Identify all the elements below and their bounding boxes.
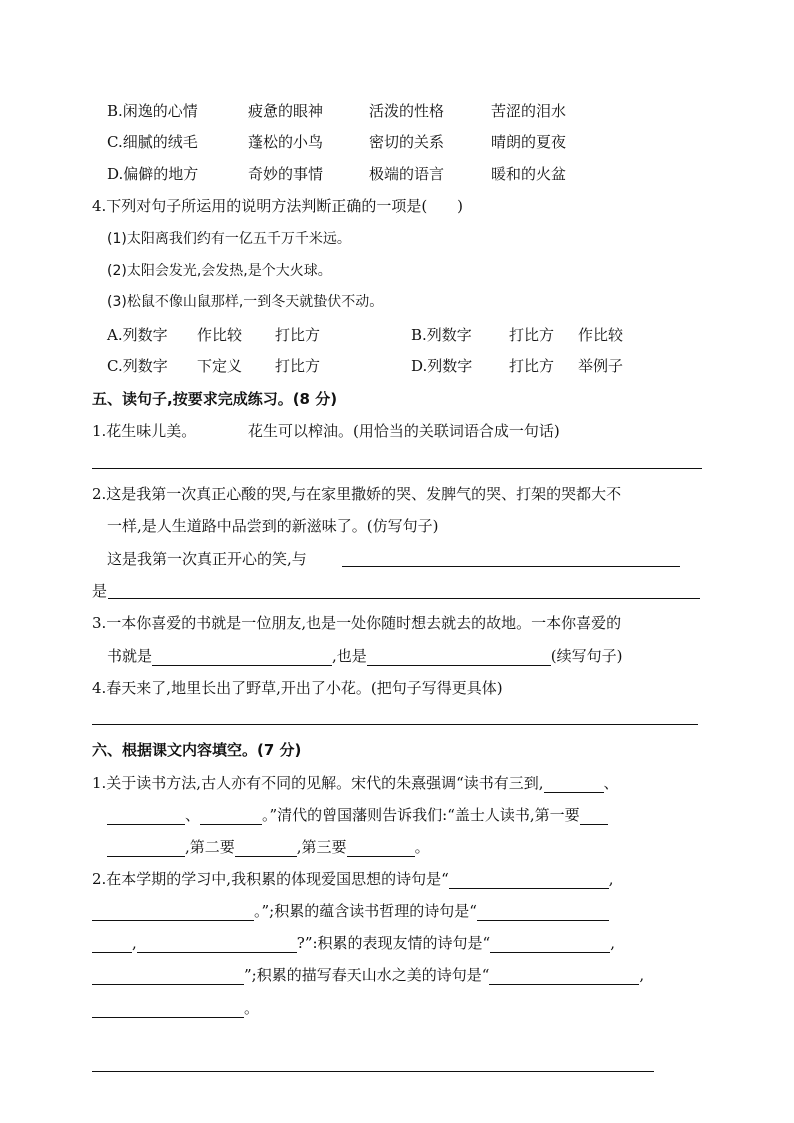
s5-q4-answer-line[interactable] xyxy=(92,724,698,725)
s6-q2-end: 。 xyxy=(244,999,260,1017)
q4-option-a-3: 打比方 xyxy=(275,326,321,344)
s6-q2-blank-5[interactable] xyxy=(137,936,297,953)
option-b-1: B.闲逸的心情 xyxy=(107,102,198,120)
s6-q1-line1 xyxy=(92,773,619,793)
q4-option-d-2: 打比方 xyxy=(509,357,555,375)
s6-q2-text2: 。”;积累的蕴含读书哲理的诗句是“ xyxy=(254,902,477,920)
s6-q2-blank-1[interactable] xyxy=(449,872,609,889)
option-b-4: 苦涩的泪水 xyxy=(491,102,567,120)
q4-option-d-1: D.列数字 xyxy=(411,357,473,375)
option-c-3: 密切的关系 xyxy=(369,133,445,151)
s6-q2-blank-8[interactable] xyxy=(489,968,639,985)
s6-q2-comma3: , xyxy=(610,934,615,952)
section-6-title: 六、根据课文内容填空。(7 分) xyxy=(92,741,302,759)
option-b-2: 疲惫的眼神 xyxy=(248,102,324,120)
s6-q2-line5 xyxy=(92,998,259,1018)
s6-q1-blank-4[interactable] xyxy=(580,808,608,825)
option-d-3: 极端的语言 xyxy=(369,165,445,183)
q4-option-c-3: 打比方 xyxy=(275,357,321,375)
q4-option-d-3: 举例子 xyxy=(578,357,624,375)
s6-q1-end: 。 xyxy=(414,838,430,856)
s6-q2-blank-2[interactable] xyxy=(92,904,254,921)
s6-q1-blank-5[interactable] xyxy=(107,840,185,857)
s6-q1-sep2: 、 xyxy=(185,806,201,824)
s5-q2-blank-2[interactable] xyxy=(108,598,700,599)
s5-q3-blank-1[interactable] xyxy=(152,649,332,666)
s5-q1-answer-line[interactable] xyxy=(92,468,702,469)
s5-q2-line3: 这是我第一次真正开心的笑,与 xyxy=(107,550,307,568)
s6-q2-line1 xyxy=(92,869,614,889)
option-c-1: C.细腻的绒毛 xyxy=(107,133,198,151)
s6-q2-comma1: , xyxy=(608,870,614,888)
s6-q1-sep1: 、 xyxy=(603,774,619,792)
s6-q1-blank-6[interactable] xyxy=(235,840,297,857)
q4-option-c-2: 下定义 xyxy=(197,357,243,375)
q4-option-b-3: 作比较 xyxy=(578,326,624,344)
s6-q2-blank-6[interactable] xyxy=(490,936,610,953)
s6-q1-blank-7[interactable] xyxy=(347,840,415,857)
s5-q3-part2: ,也是 xyxy=(332,647,367,665)
option-d-1: D.偏僻的地方 xyxy=(107,165,199,183)
s6-q2-blank-9[interactable] xyxy=(92,1001,244,1018)
s5-q1-instruction: 花生可以榨油。(用恰当的关联词语合成一句话) xyxy=(248,422,560,440)
s6-q1-text2: 。”清代的曾国藩则告诉我们:“盖士人读书,第一要 xyxy=(262,806,580,824)
option-d-4: 暖和的火盆 xyxy=(491,165,567,183)
s5-q3-part1: 书就是 xyxy=(107,647,153,665)
s6-q2-line4 xyxy=(92,965,644,985)
s6-q1-text1: 1.关于读书方法,古人亦有不同的见解。宋代的朱熹强调“读书有三到, xyxy=(92,774,544,792)
s5-q2-line4: 是 xyxy=(92,582,108,600)
s6-q2-text3: ?”:积累的表现友情的诗句是“ xyxy=(296,934,491,952)
s6-q1-blank-1[interactable] xyxy=(544,776,604,793)
s6-q1-line3 xyxy=(107,837,430,857)
s6-q2-text1: 2.在本学期的学习中,我积累的体现爱国思想的诗句是“ xyxy=(92,870,449,888)
q4-sentence-1: (1)太阳离我们约有一亿五千万千米远。 xyxy=(107,231,351,247)
s5-q3-line1: 3.一本你喜爱的书就是一位朋友,也是一处你随时想去就去的故地。一本你喜爱的 xyxy=(92,614,622,632)
s6-q2-blank-3[interactable] xyxy=(477,904,609,921)
q4-sentence-3: (3)松鼠不像山鼠那样,一到冬天就蛰伏不动。 xyxy=(107,294,384,310)
q4-sentence-2: (2)太阳会发光,会发热,是个大火球。 xyxy=(107,263,332,279)
s5-q3-line2 xyxy=(107,646,623,666)
q4-option-a-1: A.列数字 xyxy=(107,326,168,344)
option-c-4: 晴朗的夏夜 xyxy=(491,133,567,151)
s5-q4-text: 4.春天来了,地里长出了野草,开出了小花。(把句子写得更具体) xyxy=(92,679,503,697)
option-b-3: 活泼的性格 xyxy=(369,102,445,120)
s5-q3-part3: (续写句子) xyxy=(550,647,623,665)
s6-q1-text3: ,第二要 xyxy=(185,838,235,856)
q4-option-b-2: 打比方 xyxy=(509,326,555,344)
s6-q2-comma4: , xyxy=(639,966,645,984)
q4-stem: 4.下列对句子所运用的说明方法判断正确的一项是( ) xyxy=(92,197,464,215)
s5-q3-blank-2[interactable] xyxy=(367,649,551,666)
s6-q1-line2 xyxy=(107,805,608,825)
s6-q2-comma2: , xyxy=(132,934,137,952)
s5-q2-blank-1[interactable] xyxy=(342,566,680,567)
s5-q1-text: 1.花生味儿美。 xyxy=(92,422,197,440)
s6-q2-line2 xyxy=(92,901,609,921)
s6-q2-blank-4[interactable] xyxy=(92,936,132,953)
s6-q1-text4: ,第三要 xyxy=(296,838,347,856)
s5-q2-line2: 一样,是人生道路中品尝到的新滋味了。(仿写句子) xyxy=(107,517,439,535)
s5-q2-line1: 2.这是我第一次真正心酸的哭,与在家里撒娇的哭、发脾气的哭、打架的哭都大不 xyxy=(92,485,622,503)
option-c-2: 蓬松的小鸟 xyxy=(248,133,324,151)
s6-q1-blank-2[interactable] xyxy=(107,808,185,825)
q4-option-b-1: B.列数字 xyxy=(411,326,472,344)
option-d-2: 奇妙的事情 xyxy=(248,165,324,183)
s6-q2-text4: ”;积累的描写春天山水之美的诗句是“ xyxy=(244,966,490,984)
q4-option-c-1: C.列数字 xyxy=(107,357,168,375)
section-5-title: 五、读句子,按要求完成练习。(8 分) xyxy=(92,390,338,408)
s6-q2-line3 xyxy=(92,933,615,953)
s6-q2-blank-7[interactable] xyxy=(92,968,244,985)
q4-option-a-2: 作比较 xyxy=(197,326,243,344)
s6-q1-blank-3[interactable] xyxy=(200,808,262,825)
bottom-answer-line[interactable] xyxy=(92,1071,654,1072)
